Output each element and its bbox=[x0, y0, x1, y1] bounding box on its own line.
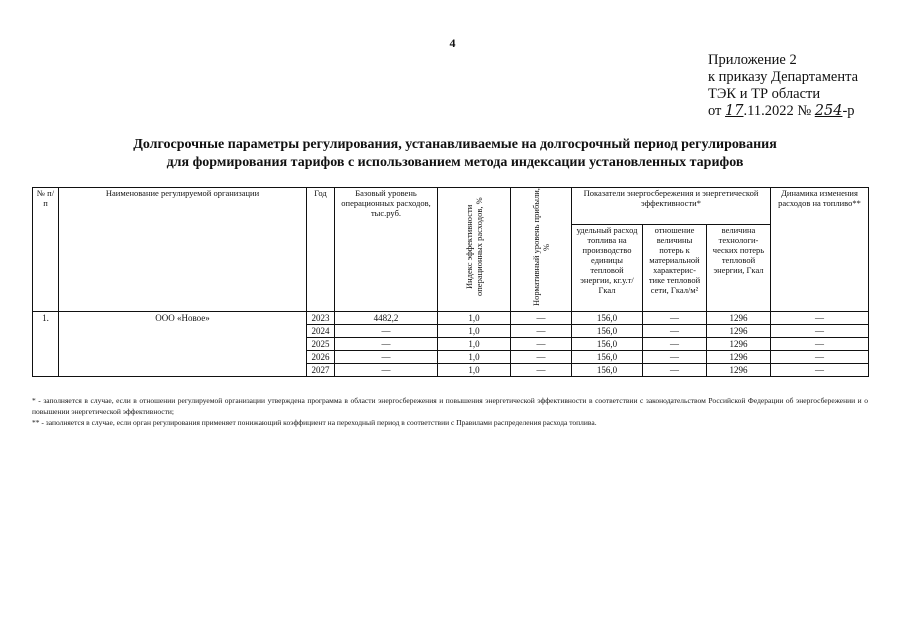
cell-ratio: — bbox=[643, 338, 707, 351]
number-suffix: -р bbox=[842, 103, 855, 119]
appendix-line-3: ТЭК и ТР области bbox=[708, 86, 821, 102]
cell-profit: — bbox=[511, 364, 572, 377]
org-name: ООО «Новое» bbox=[59, 312, 307, 377]
cell-profit: — bbox=[511, 338, 572, 351]
cell-losses: 1296 bbox=[707, 325, 771, 338]
header-ratio: отношение величины потерь к материальной характерис- тике тепловой сети, Гкал/м² bbox=[643, 225, 707, 312]
cell-base: — bbox=[335, 351, 438, 364]
header-num: № п/п bbox=[33, 188, 59, 312]
cell-base: — bbox=[335, 325, 438, 338]
cell-base: — bbox=[335, 338, 438, 351]
cell-profit: — bbox=[511, 351, 572, 364]
org-number: 1. bbox=[33, 312, 59, 377]
cell-ratio: — bbox=[643, 325, 707, 338]
header-losses: величина технологи- ческих потерь тепловой энергии, Гкал bbox=[707, 225, 771, 312]
header-row-1 bbox=[33, 188, 869, 225]
cell-year: 2026 bbox=[307, 351, 335, 364]
cell-dynamics: — bbox=[771, 338, 869, 351]
cell-year: 2023 bbox=[307, 312, 335, 325]
date-rest: .11.2022 № bbox=[743, 103, 815, 119]
header-fuel: удельный расход топлива на производство единицы тепловой энергии, кг.у.т/Гкал bbox=[572, 225, 643, 312]
cell-year: 2025 bbox=[307, 338, 335, 351]
cell-year: 2024 bbox=[307, 325, 335, 338]
appendix-block bbox=[708, 52, 898, 120]
document-title bbox=[40, 136, 870, 172]
cell-losses: 1296 bbox=[707, 338, 771, 351]
cell-losses: 1296 bbox=[707, 312, 771, 325]
cell-losses: 1296 bbox=[707, 351, 771, 364]
footnotes bbox=[32, 395, 868, 428]
cell-index: 1,0 bbox=[438, 325, 511, 338]
cell-base: 4482,2 bbox=[335, 312, 438, 325]
handwritten-day: 17 bbox=[725, 103, 744, 119]
header-energy-group: Показатели энергосбережения и энергетической эффективности* bbox=[572, 188, 771, 225]
header-profit-cell bbox=[511, 188, 572, 312]
appendix-date-line bbox=[708, 103, 898, 120]
cell-dynamics: — bbox=[771, 351, 869, 364]
cell-fuel: 156,0 bbox=[572, 312, 643, 325]
cell-ratio: — bbox=[643, 364, 707, 377]
cell-year: 2027 bbox=[307, 364, 335, 377]
header-year: Год bbox=[307, 188, 335, 312]
cell-index: 1,0 bbox=[438, 351, 511, 364]
header-dynamics: Динамика изменения расходов на топливо** bbox=[771, 188, 869, 312]
cell-index: 1,0 bbox=[438, 312, 511, 325]
appendix-line-2: к приказу Департамента bbox=[708, 69, 859, 85]
appendix-line-1: Приложение 2 bbox=[708, 52, 797, 68]
cell-dynamics: — bbox=[771, 364, 869, 377]
cell-dynamics: — bbox=[771, 312, 869, 325]
header-profit: Нормативный уровень прибыли, % bbox=[531, 188, 551, 306]
header-index-cell bbox=[438, 188, 511, 312]
cell-fuel: 156,0 bbox=[572, 338, 643, 351]
cell-index: 1,0 bbox=[438, 338, 511, 351]
cell-fuel: 156,0 bbox=[572, 351, 643, 364]
cell-ratio: — bbox=[643, 312, 707, 325]
handwritten-number: 254 bbox=[814, 103, 843, 119]
cell-base: — bbox=[335, 364, 438, 377]
footnote-1: * - заполняется в случае, если в отношении регулируемой организации утверждена программа в области энергосбережения и повышения энергетической эффективности в соответствии с законодательством Российской Федерации об энергосбережении и о повышении энергетической эффективности; bbox=[32, 396, 868, 416]
cell-profit: — bbox=[511, 312, 572, 325]
cell-ratio: — bbox=[643, 351, 707, 364]
header-base: Базовый уровень операционных расходов, тыс.руб. bbox=[335, 188, 438, 312]
page-number: 4 bbox=[449, 36, 456, 50]
cell-dynamics: — bbox=[771, 325, 869, 338]
header-index: Индекс эффективности операционных расходов, % bbox=[464, 197, 484, 297]
date-prefix: от bbox=[708, 103, 726, 119]
title-line-1: Долгосрочные параметры регулирования, устанавливаемые на долгосрочный период регулирования bbox=[133, 137, 777, 152]
footnote-2: ** - заполняется в случае, если орган регулирования применяет понижающий коэффициент на переходный период в соответствии с Правилами распределения расхода топлива. bbox=[32, 418, 597, 427]
title-line-2: для формирования тарифов с использованием метода индексации установленных тарифов bbox=[166, 155, 744, 170]
cell-profit: — bbox=[511, 325, 572, 338]
cell-index: 1,0 bbox=[438, 364, 511, 377]
table-row bbox=[33, 312, 869, 325]
cell-fuel: 156,0 bbox=[572, 364, 643, 377]
cell-fuel: 156,0 bbox=[572, 325, 643, 338]
parameters-table bbox=[32, 187, 869, 377]
header-org: Наименование регулируемой организации bbox=[59, 188, 307, 312]
cell-losses: 1296 bbox=[707, 364, 771, 377]
